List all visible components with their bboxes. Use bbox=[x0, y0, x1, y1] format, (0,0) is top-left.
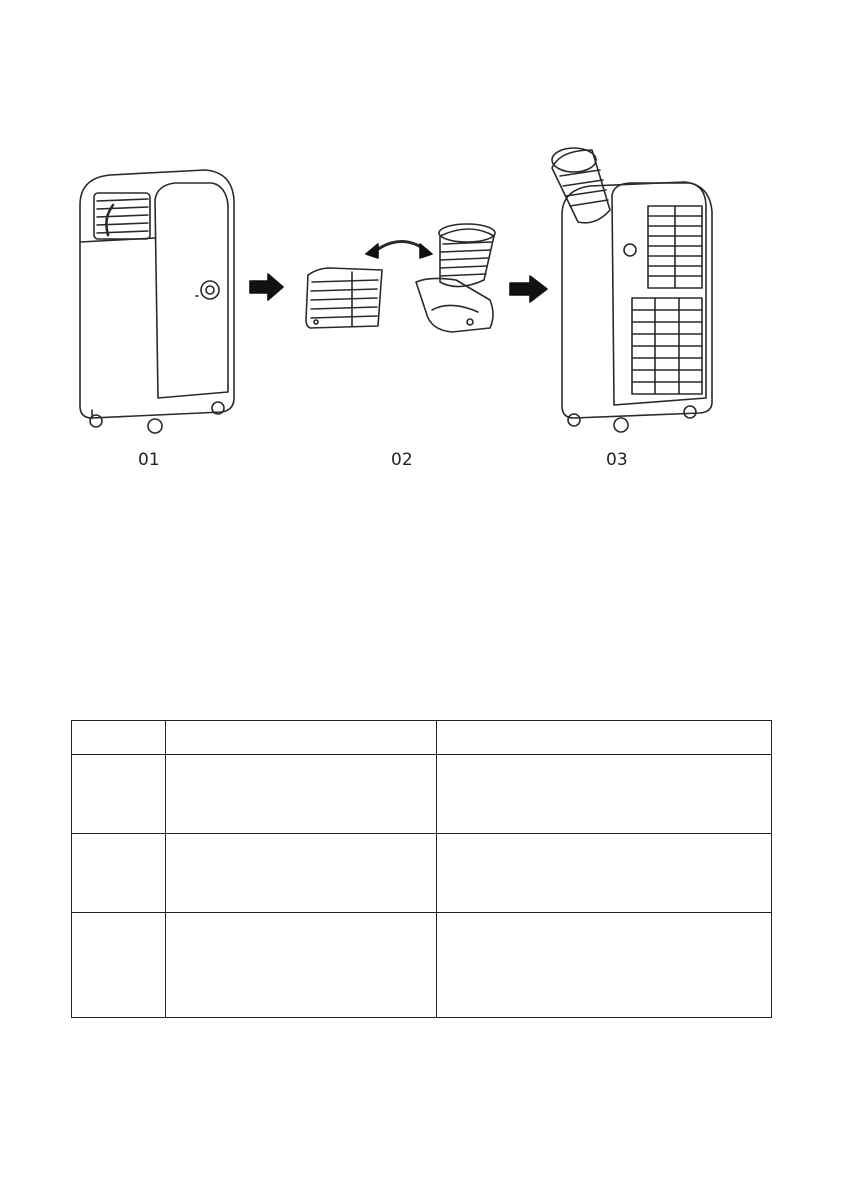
table-row bbox=[72, 755, 772, 834]
table-cell bbox=[437, 755, 772, 834]
table-cell bbox=[72, 721, 166, 755]
table-cell bbox=[437, 721, 772, 755]
table-cell bbox=[166, 913, 437, 1018]
table-cell bbox=[166, 834, 437, 913]
step-label-1: 01 bbox=[138, 450, 160, 470]
table-cell bbox=[437, 913, 772, 1018]
swap-curved-arrow-icon bbox=[366, 241, 432, 258]
portable-ac-front-icon bbox=[80, 170, 234, 433]
table-cell bbox=[72, 834, 166, 913]
step-label-3: 03 bbox=[606, 450, 628, 470]
installation-figure bbox=[0, 0, 842, 480]
step-label-2: 02 bbox=[391, 450, 413, 470]
portable-ac-rear-with-hose-icon bbox=[552, 148, 712, 432]
arrow-right-icon bbox=[250, 274, 283, 300]
table-row bbox=[72, 721, 772, 755]
table-cell bbox=[166, 755, 437, 834]
louver-and-hose-adapter-icon bbox=[416, 224, 495, 332]
table-cell bbox=[72, 755, 166, 834]
louver-grille-icon bbox=[306, 268, 382, 328]
blank-table bbox=[71, 720, 772, 1018]
table-cell bbox=[72, 913, 166, 1018]
table-cell bbox=[166, 721, 437, 755]
table-row bbox=[72, 834, 772, 913]
table-row bbox=[72, 913, 772, 1018]
arrow-right-icon bbox=[510, 276, 547, 302]
table-cell bbox=[437, 834, 772, 913]
